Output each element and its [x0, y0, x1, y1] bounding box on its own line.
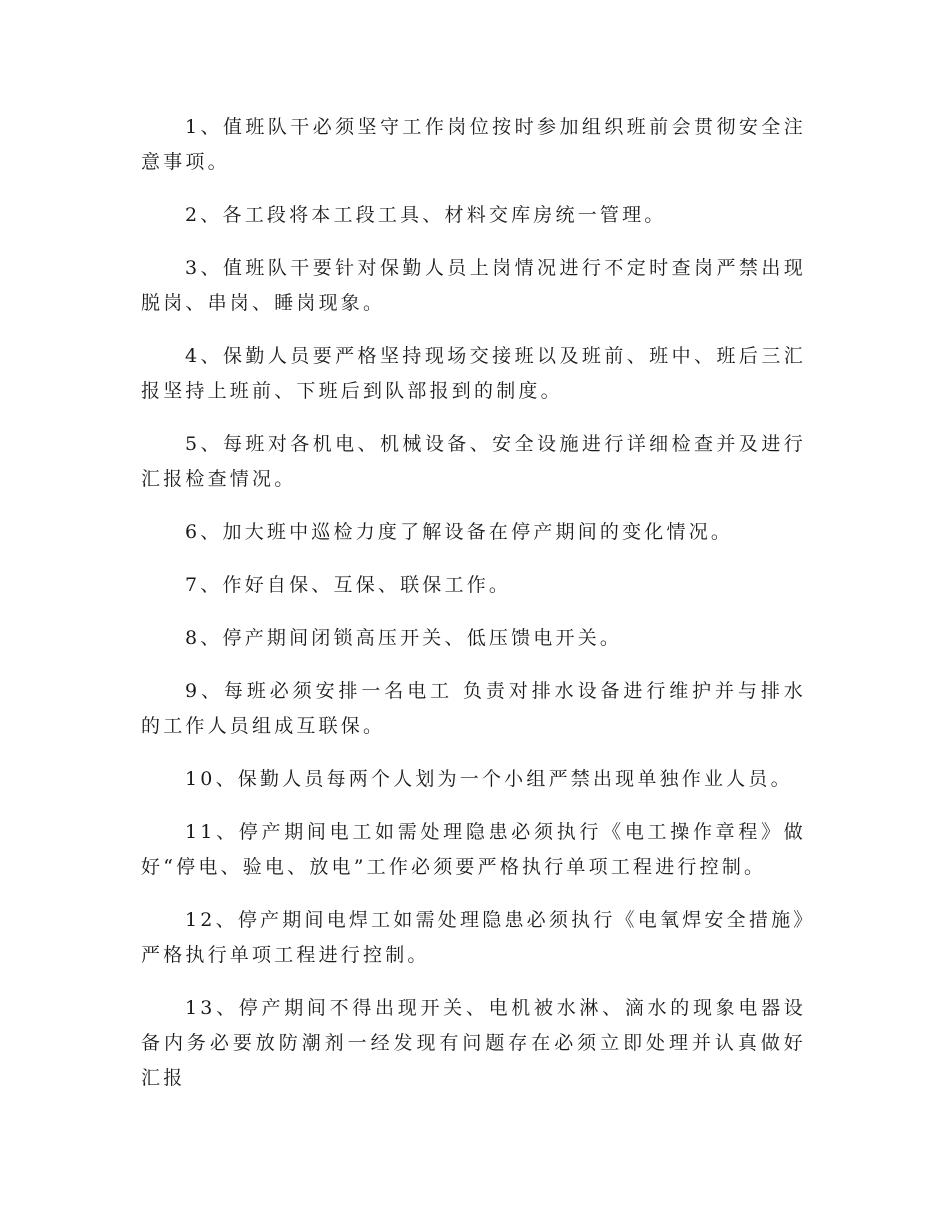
paragraph-2: 2、各工段将本工段工具、材料交库房统一管理。 — [185, 204, 667, 226]
paragraph-11: 11、停产期间电工如需处理隐患必须执行《电工操作章程》做好“停电、验电、放电”工作必须要严格执行单项工程进行控制。 — [141, 821, 806, 878]
paragraph-13: 13、停产期间不得出现开关、电机被水淋、滴水的现象电器设备内务必要放防潮剂一经发现有问题存在必须立即处理并认真做好汇报 — [141, 997, 806, 1089]
paragraph-6: 6、加大班中巡检力度了解设备在停产期间的变化情况。 — [185, 521, 734, 543]
paragraph-1: 1、值班队干必须坚守工作岗位按时参加组织班前会贯彻安全注意事项。 — [141, 116, 806, 173]
paragraph-7: 7、作好自保、互保、联保工作。 — [185, 574, 512, 596]
paragraph-5: 5、每班对各机电、机械设备、安全设施进行详细检查并及进行汇报检查情况。 — [141, 433, 806, 490]
paragraph-12: 12、停产期间电焊工如需处理隐患必须执行《电氧焊安全措施》严格执行单项工程进行控制。 — [141, 909, 806, 966]
paragraph-4: 4、保勤人员要严格坚持现场交接班以及班前、班中、班后三汇报坚持上班前、下班后到队部报到的制度。 — [141, 345, 806, 402]
paragraph-10: 10、保勤人员每两个人划为一个小组严禁出现单独作业人员。 — [185, 768, 793, 790]
paragraph-8: 8、停产期间闭锁高压开关、低压馈电开关。 — [185, 627, 623, 649]
paragraph-3: 3、值班队干要针对保勤人员上岗情况进行不定时查岗严禁出现脱岗、串岗、睡岗现象。 — [141, 257, 806, 314]
document-body — [141, 110, 806, 1114]
paragraph-9: 9、每班必须安排一名电工 负责对排水设备进行维护并与排水的工作人员组成互联保。 — [141, 680, 806, 737]
